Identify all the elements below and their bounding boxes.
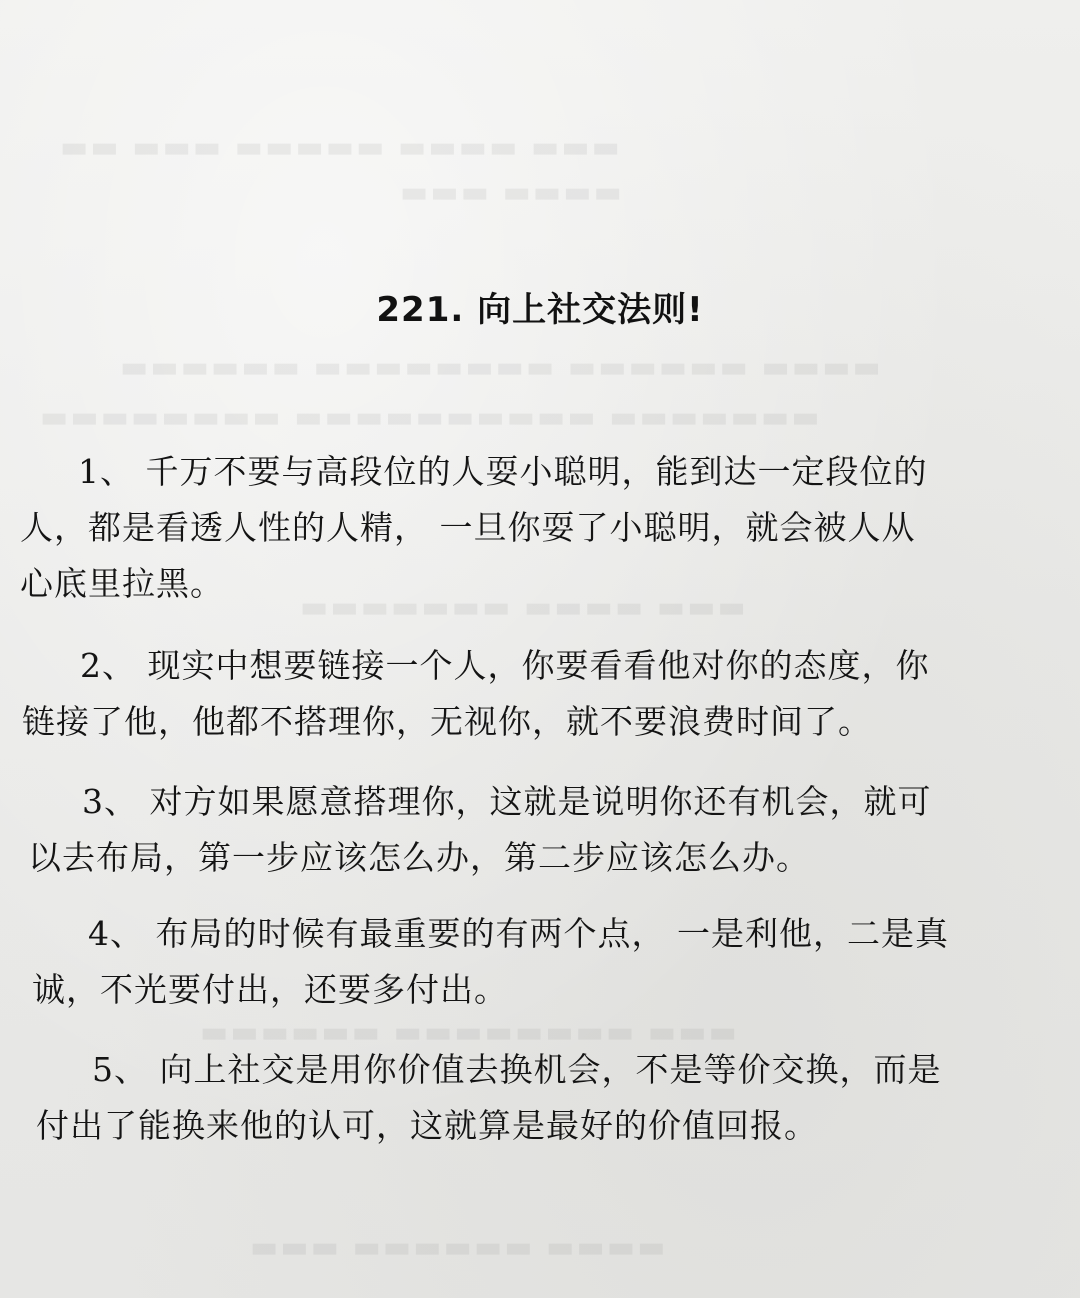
- paragraph-line: 诚，不光要付出，还要多付出。: [32, 970, 508, 1009]
- list-item-3: [28, 774, 1018, 886]
- bleed-through-decoration: ▬▬▬ ▬▬▬▬▬▬ ▬▬▬▬: [250, 1230, 668, 1265]
- paragraph-line: 1、 千万不要与高段位的人耍小聪明，能到达一定段位的: [78, 452, 928, 491]
- bleed-through-decoration: ▬▬▬ ▬▬▬▬: [400, 175, 624, 210]
- paragraph-line: 链接了他，他都不搭理你，无视你，就不要浪费时间了。: [22, 702, 872, 741]
- paragraph-line: 付出了能换来他的认可，这就算是最好的价值回报。: [36, 1106, 818, 1145]
- bleed-through-decoration: ▬▬▬▬▬▬ ▬▬▬▬▬▬▬▬ ▬▬▬: [200, 1015, 739, 1050]
- paragraph-line: 3、 对方如果愿意搭理你，这就是说明你还有机会，就可: [82, 782, 932, 821]
- paragraph-line: 心底里拉黑。: [20, 564, 224, 603]
- paragraph-line: 人，都是看透人性的人精， 一旦你耍了小聪明，就会被人从: [20, 508, 916, 547]
- paragraph-line: 4、 布局的时候有最重要的有两个点， 一是利他，二是真: [88, 914, 949, 953]
- bleed-through-decoration: ▬▬▬▬▬▬▬ ▬▬▬▬ ▬▬▬: [300, 590, 748, 625]
- paragraph-line: 2、 现实中想要链接一个人，你要看看他对你的态度，你: [80, 646, 930, 685]
- list-item-2: [22, 638, 1032, 750]
- paragraph-line: 5、 向上社交是用你价值去换机会，不是等价交换，而是: [92, 1050, 942, 1089]
- list-item-4: [32, 906, 1012, 1018]
- paragraph-line: 以去布局，第一步应该怎么办，第二步应该怎么办。: [28, 838, 810, 877]
- page-title: 221. 向上社交法则!: [376, 290, 704, 330]
- bleed-through-decoration: ▬▬▬▬▬▬ ▬▬▬▬▬▬▬▬ ▬▬▬▬▬▬ ▬▬▬▬: [120, 350, 883, 385]
- bleed-through-decoration: ▬▬ ▬▬▬ ▬▬▬▬▬ ▬▬▬▬ ▬▬▬: [60, 130, 623, 165]
- list-item-1: [20, 444, 1040, 612]
- list-item-5: [36, 1042, 1006, 1154]
- bleed-through-decoration: ▬▬▬▬▬▬▬▬ ▬▬▬▬▬▬▬▬▬▬ ▬▬▬▬▬▬▬: [40, 400, 822, 435]
